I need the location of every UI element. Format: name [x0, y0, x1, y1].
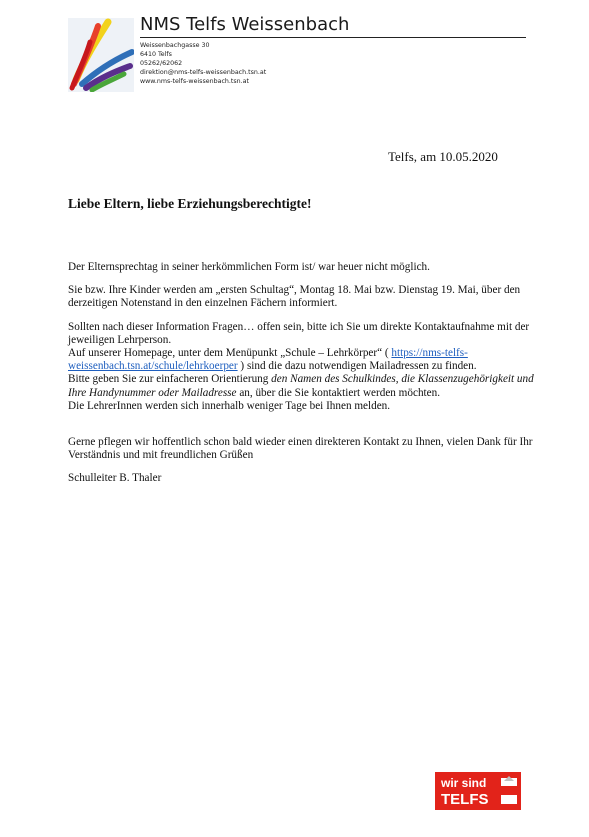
letter-signature: Schulleiter B. Thaler [68, 472, 162, 485]
address-phone: 05262/62062 [140, 60, 183, 67]
school-address [140, 41, 266, 86]
paragraph-5-italic: den Namen des Schulkindes, die Klassenzugehörigkeit und Ihre Handynummer oder Mailadresse [68, 373, 534, 399]
letter-greeting: Liebe Eltern, liebe Erziehungsberechtigte! [68, 196, 312, 211]
badge-line-2: TELFS [441, 791, 489, 808]
paragraph-5 [68, 373, 542, 399]
paragraph-3: Sollten nach dieser Information Fragen… offen sein, bitte ich Sie um direkte Kontaktaufnahme mit der jeweiligen Lehrperson. [68, 320, 530, 346]
paragraph-5-text-after: an, über die Sie kontaktiert werden möchten. [236, 386, 440, 399]
paragraph-2: Sie bzw. Ihre Kinder werden am „ersten Schultag“, Montag 18. Mai bzw. Dienstag 19. Mai, über den derzeitigen Notenstand in den einzelnen Fächern informiert. [68, 284, 521, 310]
address-email[interactable]: direktion@nms-telfs-weissenbach.tsn.at [140, 69, 267, 76]
school-logo [68, 18, 134, 92]
lehrkoerper-link[interactable]: https://nms-telfs-weissenbach.tsn.at/schule/lehrkoerper [68, 347, 468, 373]
paragraph-7: Gerne pflegen wir hoffentlich schon bald wieder einen direkteren Kontakt zu Ihnen, vielen Dank für Ihr Verständnis und mit freundlichen Grüßen [68, 436, 533, 462]
address-website[interactable]: www.nms-telfs-weissenbach.tsn.at [140, 78, 249, 85]
paragraph-4-text-before: Auf unserer Homepage, unter dem Menüpunkt „Schule – Lehrkörper“ ( [68, 347, 392, 360]
address-street: Weissenbachgasse 30 [140, 42, 210, 49]
paragraph-6: Die LehrerInnen werden sich innerhalb weniger Tage bei Ihnen melden. [68, 399, 391, 412]
paragraph-1: Der Elternsprechtag in seiner herkömmlichen Form ist/ war heuer nicht möglich. [68, 261, 430, 273]
brush-strokes-logo-icon [68, 18, 134, 92]
letter-body [68, 261, 542, 486]
school-name: NMS Telfs Weissenbach [140, 14, 526, 38]
telfs-logo-icon [435, 772, 521, 810]
address-city: 6410 Telfs [140, 51, 172, 58]
paragraph-4-text-after: ) sind die dazu notwendigen Mailadressen zu finden. [237, 360, 477, 373]
letter-date: Telfs, am 10.05.2020 [388, 149, 498, 164]
wir-sind-telfs-badge [435, 772, 521, 810]
paragraph-5-text-before: Bitte geben Sie zur einfacheren Orientierung [68, 373, 272, 386]
paragraph-4 [68, 347, 542, 373]
badge-line-1: wir sind [441, 776, 487, 790]
